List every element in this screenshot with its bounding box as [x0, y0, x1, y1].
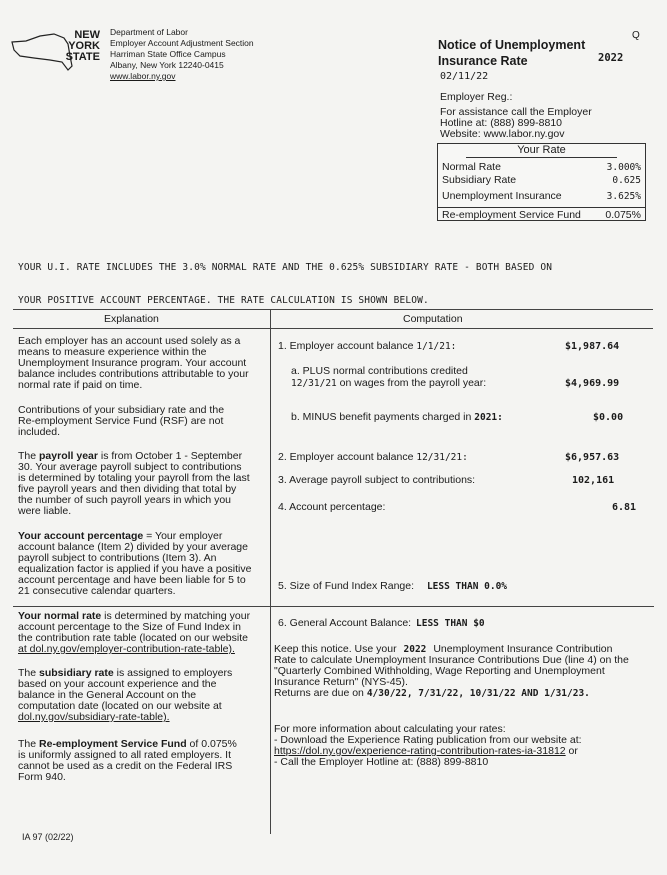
rate-value-ui: 3.625% [606, 191, 641, 202]
exp-p7-l4: Form 940. [18, 771, 66, 783]
item-b-label: b. MINUS benefit payments charged in [291, 411, 472, 423]
more-info-line-4: - Call the Employer Hotline at: (888) 899-8810 [274, 756, 489, 768]
exp-p5-bold: Your normal rate [18, 610, 102, 622]
dept-line-2: Employer Account Adjustment Section [110, 38, 254, 48]
item-1-label: 1. Employer account balance [278, 340, 414, 352]
more-info-paragraph [274, 724, 658, 768]
more-info-line-1: For more information about calculating your rates: [274, 723, 506, 735]
summary-line-2: YOUR POSITIVE ACCOUNT PERCENTAGE. THE RATE CALCULATION IS SHOWN BELOW. [18, 295, 429, 306]
rate-summary [18, 240, 552, 317]
column-header-explanation: Explanation [104, 313, 159, 325]
assistance-line-2: Hotline at: (888) 899-8810 [440, 117, 562, 129]
dept-line-1: Department of Labor [110, 27, 188, 37]
exp-p3-l2: 30. Your average payroll subject to contributions [18, 461, 242, 473]
your-rate-title: Your Rate [466, 144, 617, 158]
keep-line-3: "Quarterly Combined Withholding, Wage Reporting and Unemployment [274, 665, 605, 677]
table-header-rule [13, 328, 653, 329]
item-a-line-2 [291, 378, 486, 389]
exp-p1-l3: Unemployment Insurance program. Your account [18, 357, 247, 369]
item-1-date: 1/1/21: [416, 341, 457, 352]
rate-row-rsf [438, 207, 645, 223]
item-1 [278, 341, 456, 352]
logo-line-new: NEW [74, 29, 100, 41]
keep-line-1-pre: Keep this notice. Use your [274, 643, 397, 655]
rate-row-normal [438, 161, 645, 174]
exp-p3-first: is from October 1 - September [97, 450, 243, 462]
more-info-line-2: - Download the Experience Rating publication from our website at: [274, 734, 582, 746]
computation-divider [270, 606, 654, 607]
exp-p6-first: is assigned to employers [113, 667, 233, 679]
item-6 [278, 618, 485, 629]
item-6-label: 6. General Account Balance: [278, 617, 412, 629]
exp-p3-l6: were liable. [18, 505, 72, 517]
exp-p6-bold: subsidiary rate [39, 667, 114, 679]
exp-p3-l5: the number of such payroll years in which you [18, 494, 232, 506]
explanation-rsf [18, 739, 270, 783]
exp-p5-first: is determined by matching your [101, 610, 251, 622]
exp-p4-l3: payroll subject to contributions (Item 3). An [18, 552, 217, 564]
notice-title-line-2: Insurance Rate [438, 54, 528, 68]
returns-label: Returns are due on [274, 687, 364, 699]
explanation-normal-rate [18, 611, 270, 655]
item-a-value: $4,969.99 [565, 378, 620, 389]
explanation-account [18, 336, 268, 391]
exp-p4-l6: 21 consecutive calendar quarters. [18, 585, 176, 597]
exp-p7-first: of 0.075% [186, 738, 237, 750]
department-address [110, 27, 254, 82]
table-top-rule [13, 309, 653, 310]
logo-line-state: STATE [65, 51, 100, 63]
experience-rating-link[interactable]: https://dol.ny.gov/experience-rating-contribution-rates-ia-31812 [274, 745, 566, 757]
exp-p3-l4: five payroll years and then dividing that total by [18, 483, 237, 495]
item-5-value: LESS THAN 0.0% [426, 581, 508, 592]
item-2-label: 2. Employer account balance [278, 451, 414, 463]
item-4-label: 4. Account percentage: [278, 501, 386, 513]
item-1-value: $1,987.64 [565, 341, 620, 352]
rate-label-ui: Unemployment Insurance [442, 190, 562, 202]
exp-p4-l5: account percentage and have been liable for 5 to [18, 574, 246, 586]
more-info-line-3-post: or [565, 745, 578, 757]
column-header-computation: Computation [403, 313, 463, 325]
dept-line-4: Albany, New York 12240-0415 [110, 60, 224, 70]
item-a-date: 12/31/21 [291, 378, 337, 389]
table-column-divider [270, 309, 271, 834]
item-a-text: on wages from the payroll year: [336, 377, 487, 389]
notice-year: 2022 [598, 52, 624, 64]
exp-p4-first: = Your employer [143, 530, 223, 542]
item-5 [278, 581, 507, 592]
rate-row-ui [438, 190, 645, 203]
keep-line-2: Rate to calculate Unemployment Insurance Contributions Due (line 4) on the [274, 654, 629, 666]
keep-line-4: Insurance Return" (NYS-45). [274, 676, 408, 688]
explanation-account-percentage [18, 531, 270, 597]
exp-p2-l2: Re-employment Service Fund (RSF) are not [18, 415, 224, 427]
item-5-label: 5. Size of Fund Index Range: [278, 580, 415, 592]
item-b-year: 2021: [474, 412, 503, 423]
exp-p1-l1: Each employer has an account used solely as a [18, 335, 241, 347]
explanation-payroll-year [18, 451, 270, 517]
exp-p6-l2: based on your account experience and the [18, 678, 217, 690]
dept-line-3: Harriman State Office Campus [110, 49, 226, 59]
keep-line-1-post: Unemployment Insurance Contribution [433, 643, 613, 655]
form-id: IA 97 (02/22) [22, 832, 74, 842]
item-a-line-1: a. PLUS normal contributions credited [291, 365, 468, 377]
exp-p7-l3: cannot be used as a credit on the Federal IRS [18, 760, 233, 772]
notice-website: Website: www.labor.ny.gov [440, 128, 565, 140]
item-4-value: 6.81 [612, 502, 637, 513]
keep-year: 2022 [403, 644, 427, 655]
keep-notice-paragraph [274, 644, 658, 699]
returns-dates: 4/30/22, 7/31/22, 10/31/22 AND 1/31/23. [366, 688, 590, 699]
rate-label-subsidiary: Subsidiary Rate [442, 174, 517, 186]
exp-p6-pre: The [18, 667, 40, 679]
exp-p7-bold: Re-employment Service Fund [39, 738, 187, 750]
exp-p2-l1: Contributions of your subsidiary rate and the [18, 404, 225, 416]
corner-mark: Q [632, 30, 640, 41]
item-2-value: $6,957.63 [565, 452, 620, 463]
rate-value-rsf: 0.075% [605, 209, 641, 221]
exp-p3-pre: The [18, 450, 40, 462]
exp-p5-link[interactable]: at dol.ny.gov/employer-contribution-rate-table). [18, 643, 235, 655]
exp-p7-pre: The [18, 738, 40, 750]
rate-label-normal: Normal Rate [442, 161, 501, 173]
explanation-subsidiary-exclusion [18, 405, 268, 438]
exp-p7-l2: is uniformly assigned to all rated employers. It [18, 749, 232, 761]
employer-reg-label: Employer Reg.: [440, 91, 513, 103]
exp-p3-l3: is determined by totaling your payroll from the last [18, 472, 250, 484]
exp-p5-l2: account percentage to the Size of Fund Index in [18, 621, 241, 633]
explanation-subsidiary-rate [18, 668, 270, 723]
exp-p1-l5: normal rate if paid on time. [18, 379, 143, 391]
item-3-label: 3. Average payroll subject to contributions: [278, 474, 476, 486]
rate-row-subsidiary [438, 174, 645, 187]
notice-title-line-1: Notice of Unemployment [438, 38, 586, 52]
dept-website-link[interactable]: www.labor.ny.gov [110, 71, 176, 81]
exp-p4-l2: account balance (Item 2) divided by your average [18, 541, 248, 553]
item-b [291, 412, 503, 423]
exp-p4-bold: Your account percentage [18, 530, 144, 542]
exp-p4-l4: equalization factor is applied if you have a positive [18, 563, 252, 575]
your-rate-box [437, 143, 646, 221]
logo-line-york: YORK [68, 40, 100, 52]
item-6-value: LESS THAN $0 [416, 618, 485, 629]
exp-p1-l4: balance includes contributions attributable to your [18, 368, 249, 380]
exp-p1-l2: means to measure experience within the [18, 346, 207, 358]
rate-label-rsf: Re-employment Service Fund [442, 209, 581, 221]
notice-title [438, 37, 585, 69]
exp-p6-link[interactable]: dol.ny.gov/subsidiary-rate-table). [18, 711, 170, 723]
item-b-value: $0.00 [593, 412, 624, 423]
exp-p5-l3: the contribution rate table (located on our website [18, 632, 248, 644]
nys-logo [10, 30, 100, 74]
explanation-divider [13, 606, 271, 607]
exp-p2-l3: included. [18, 426, 61, 438]
rate-value-normal: 3.000% [606, 162, 641, 173]
rate-value-subsidiary: 0.625 [612, 175, 641, 186]
exp-p6-l4: computation date (located on our website at [18, 700, 222, 712]
exp-p3-bold: payroll year [39, 450, 98, 462]
item-2-date: 12/31/21: [416, 452, 468, 463]
exp-p6-l3: balance in the General Account on the [18, 689, 197, 701]
notice-date: 02/11/22 [440, 71, 489, 82]
item-3-value: 102,161 [572, 475, 615, 486]
item-2 [278, 452, 468, 463]
assistance-line-1: For assistance call the Employer [440, 106, 592, 118]
summary-line-1: YOUR U.I. RATE INCLUDES THE 3.0% NORMAL RATE AND THE 0.625% SUBSIDIARY RATE - BOTH BASED ON [18, 262, 553, 273]
